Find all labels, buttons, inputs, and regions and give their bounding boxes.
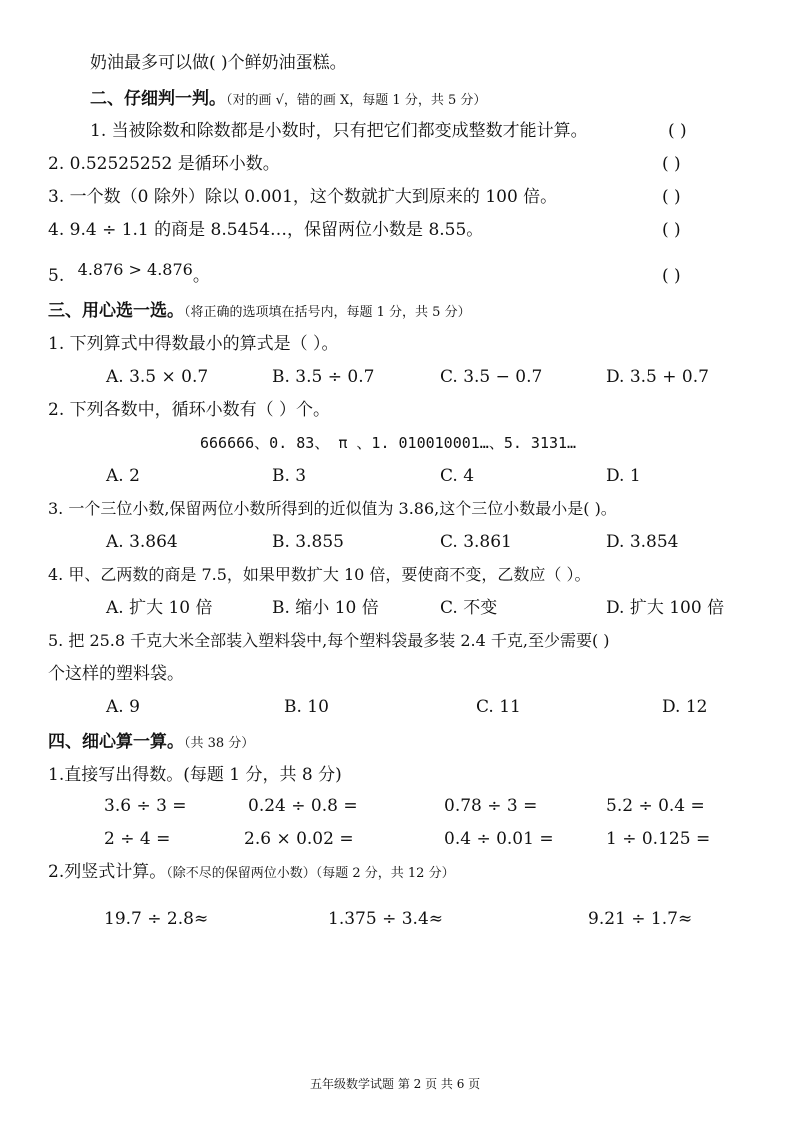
choice-q5-option-c[interactable]: C. 11 (476, 697, 521, 717)
choice-q2-numbers: 666666、0. 83、 π 、1. 010010001…、5. 3131… (200, 434, 577, 452)
judge-item-4: 4. 9.4 ÷ 1.1 的商是 8.5454…，保留两位小数是 8.55。 (48, 220, 484, 240)
choice-q2-option-a[interactable]: A. 2 (106, 466, 140, 486)
choice-q2-option-b[interactable]: B. 3 (272, 466, 307, 486)
page-footer: 五年级数学试题 第 2 页 共 6 页 (310, 1077, 481, 1091)
choice-q2-option-d[interactable]: D. 1 (606, 466, 641, 486)
oral-calc-5: 2 ÷ 4 = (104, 829, 171, 849)
choice-q3: 3. 一个三位小数,保留两位小数所得到的近似值为 3.86,这个三位小数最小是( )。 (48, 499, 617, 518)
choice-q4-option-a[interactable]: A. 扩大 10 倍 (106, 598, 213, 618)
oral-calc-8: 1 ÷ 0.125 = (606, 829, 711, 849)
choice-q4-option-b[interactable]: B. 缩小 10 倍 (272, 598, 379, 618)
judge-answer-2[interactable]: ( ) (662, 154, 681, 174)
top-line: 奶油最多可以做( )个鲜奶油蛋糕。 (90, 53, 347, 73)
choice-q5-option-a[interactable]: A. 9 (106, 697, 140, 717)
oral-calc-3: 0.78 ÷ 3 = (444, 796, 538, 816)
section4-heading: 四、细心算一算。 (48, 732, 184, 752)
section2-note: （对的画 √，错的画 X，每题 1 分，共 5 分） (226, 93, 487, 108)
choice-q1-option-b[interactable]: B. 3.5 ÷ 0.7 (272, 367, 375, 387)
choice-q4: 4. 甲、乙两数的商是 7.5，如果甲数扩大 10 倍，要使商不变，乙数应（ ）。 (48, 565, 591, 584)
choice-q3-option-b[interactable]: B. 3.855 (272, 532, 344, 552)
oral-calc-6: 2.6 × 0.02 = (244, 829, 354, 849)
judge-item-1: 1. 当被除数和除数都是小数时，只有把它们都变成整数才能计算。 (90, 121, 588, 141)
judge-item-5-number: 5. (48, 266, 65, 286)
choice-q5-continued: 个这样的塑料袋。 (48, 664, 184, 684)
choice-q2-option-c[interactable]: C. 4 (440, 466, 475, 486)
section4-note: （共 38 分） (184, 736, 255, 751)
judge-item-5-expression: 4.876 > 4.876 (77, 260, 193, 279)
judge-item-5-tail: 。 (192, 266, 210, 286)
choice-q1-option-a[interactable]: A. 3.5 × 0.7 (106, 367, 209, 387)
choice-q3-option-c[interactable]: C. 3.861 (440, 532, 512, 552)
judge-item-2: 2. 0.52525252 是循环小数。 (48, 154, 280, 174)
section3-title (48, 300, 471, 324)
choice-q4-option-c[interactable]: C. 不变 (440, 598, 498, 618)
judge-answer-5[interactable]: ( ) (662, 266, 681, 286)
choice-q5: 5. 把 25.8 千克大米全部装入塑料袋中,每个塑料袋最多装 2.4 千克,至少需要( ) (48, 631, 610, 650)
calc-sub2-note: （除不尽的保留两位小数）（每题 2 分，共 12 分） (166, 866, 455, 881)
choice-q4-option-d[interactable]: D. 扩大 100 倍 (606, 598, 725, 618)
choice-q2: 2. 下列各数中，循环小数有（ ）个。 (48, 400, 331, 420)
oral-calc-2: 0.24 ÷ 0.8 = (248, 796, 358, 816)
choice-q1: 1. 下列算式中得数最小的算式是（ ）。 (48, 334, 339, 354)
oral-calc-7: 0.4 ÷ 0.01 = (444, 829, 554, 849)
section2-title (90, 88, 486, 112)
calc-sub2-title (48, 861, 455, 885)
oral-calc-4: 5.2 ÷ 0.4 = (606, 796, 705, 816)
judge-item-5 (48, 260, 210, 287)
section2-heading: 二、仔细判一判。 (90, 89, 226, 109)
section3-note: （将正确的选项填在括号内，每题 1 分，共 5 分） (184, 305, 471, 320)
vertical-calc-1: 19.7 ÷ 2.8≈ (104, 909, 209, 929)
judge-answer-4[interactable]: ( ) (662, 220, 681, 240)
judge-answer-1[interactable]: ( ) (668, 121, 687, 141)
vertical-calc-3: 9.21 ÷ 1.7≈ (588, 909, 693, 929)
choice-q1-option-c[interactable]: C. 3.5 − 0.7 (440, 367, 543, 387)
calc-sub2-heading: 2.列竖式计算。 (48, 862, 167, 882)
oral-calc-1: 3.6 ÷ 3 = (104, 796, 187, 816)
choice-q3-option-d[interactable]: D. 3.854 (606, 532, 679, 552)
choice-q5-option-d[interactable]: D. 12 (662, 697, 708, 717)
judge-item-3: 3. 一个数（0 除外）除以 0.001，这个数就扩大到原来的 100 倍。 (48, 187, 558, 207)
choice-q5-option-b[interactable]: B. 10 (284, 697, 329, 717)
calc-sub1-title: 1.直接写出得数。(每题 1 分，共 8 分) (48, 765, 342, 785)
judge-answer-3[interactable]: ( ) (662, 187, 681, 207)
choice-q1-option-d[interactable]: D. 3.5 + 0.7 (606, 367, 709, 387)
vertical-calc-2: 1.375 ÷ 3.4≈ (328, 909, 443, 929)
choice-q3-option-a[interactable]: A. 3.864 (106, 532, 178, 552)
section3-heading: 三、用心选一选。 (48, 301, 184, 321)
section4-title (48, 731, 254, 755)
